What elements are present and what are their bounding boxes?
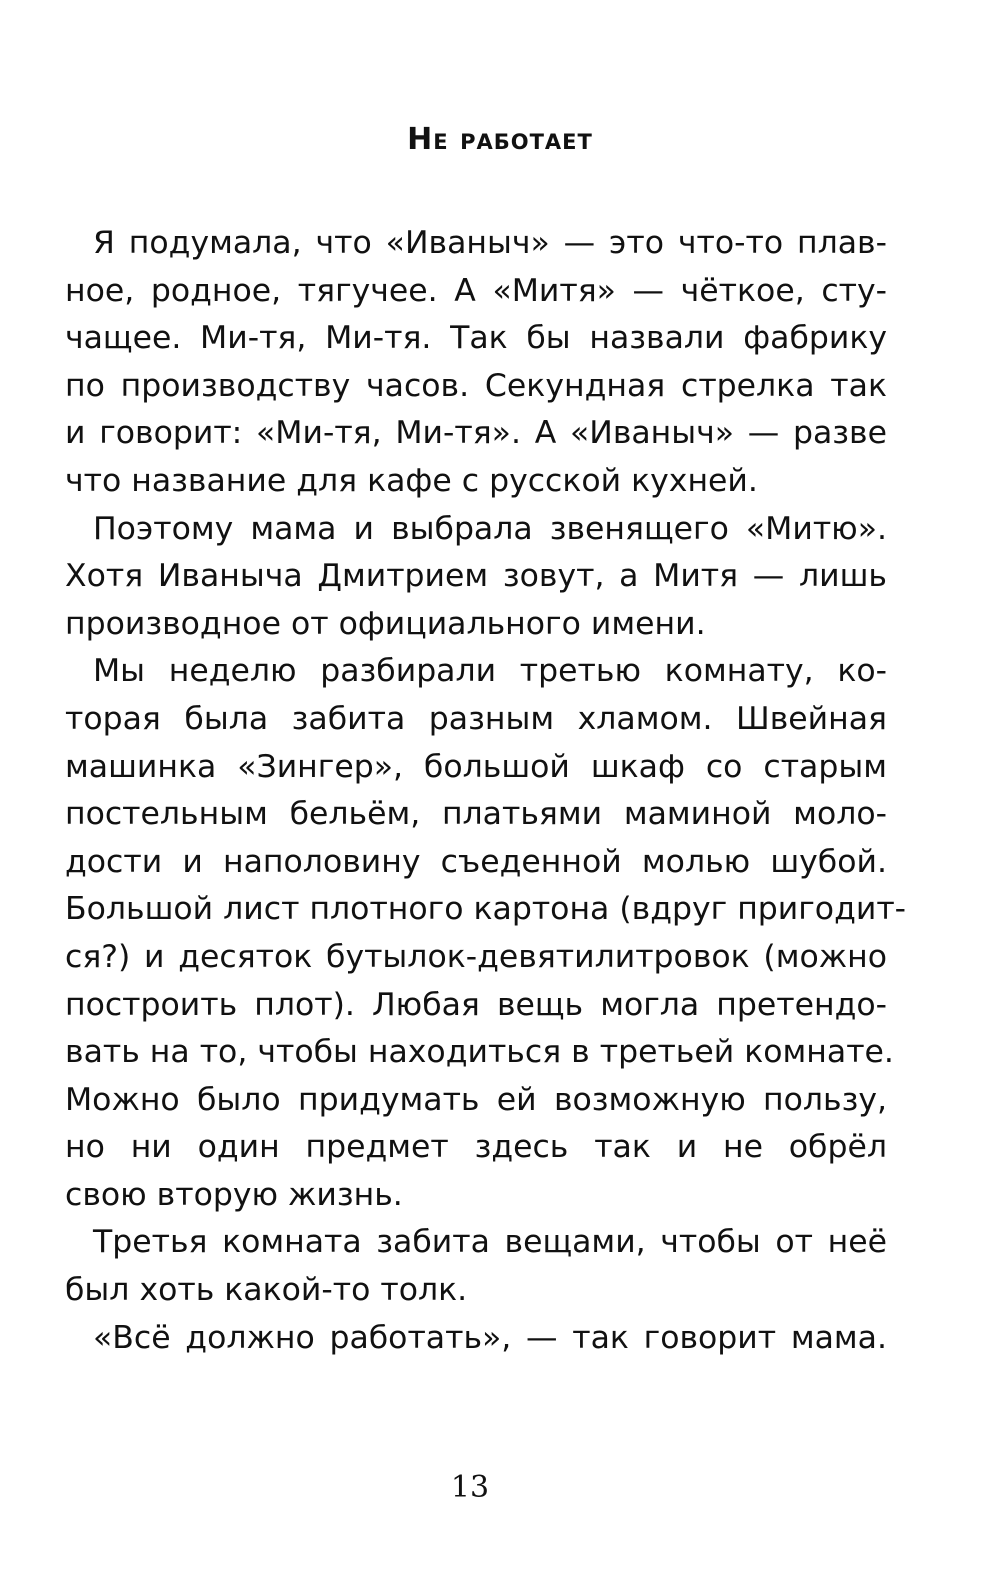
text-line: «Всё должно работать», — так говорит мама. [93,1319,887,1356]
text-line: дости и наполовину съеденной молью шубой. [65,843,887,880]
text-line: производное от официального имени. [65,605,706,642]
text-line: но ни один предмет здесь так и не обрёл [65,1129,887,1166]
text-line: Можно было придумать ей возможную пользу, [65,1081,887,1118]
text-line: по производству часов. Секундная стрелка так [65,367,887,404]
chapter-title: Не работает [407,122,593,157]
text-line: Хотя Иваныча Дмитрием зовут, а Митя — лишь [65,558,887,595]
text-line: ся?) и десяток бутылок-девятилитровок (можно [65,938,887,975]
text-line: что название для кафе с русской кухней. [65,462,758,499]
text-line: свою вторую жизнь. [65,1176,403,1213]
text-line: Третья комната забита вещами, чтобы от неё [93,1224,887,1261]
text-line: построить плот). Любая вещь могла претендо- [65,986,887,1023]
text-line: Поэтому мама и выбрала звенящего «Митю». [93,510,887,547]
text-line: и говорит: «Ми-тя, Ми-тя». А «Иваныч» — разве [65,415,887,452]
text-line: торая была забита разным хламом. Швейная [65,700,887,737]
text-line: был хоть какой-то толк. [65,1272,468,1309]
text-line: вать на то, чтобы находиться в третьей комнате. [65,1034,894,1071]
text-line: Большой лист плотного картона (вдруг пригодит- [65,891,907,928]
text-line: постельным бельём, платьями маминой моло- [65,796,887,833]
text-line: чащее. Ми-тя, Ми-тя. Так бы назвали фабрику [65,320,887,357]
text-line: машинка «Зингер», большой шкаф со старым [65,748,887,785]
page-number: 13 [450,1470,490,1505]
body-text [65,220,907,1362]
text-line: Я подумала, что «Иваныч» — это что-то плав- [93,225,887,261]
text-line: ное, родное, тягучее. А «Митя» — чёткое, сту- [65,272,887,309]
text-line: Мы неделю разбирали третью комнату, ко- [93,653,887,690]
